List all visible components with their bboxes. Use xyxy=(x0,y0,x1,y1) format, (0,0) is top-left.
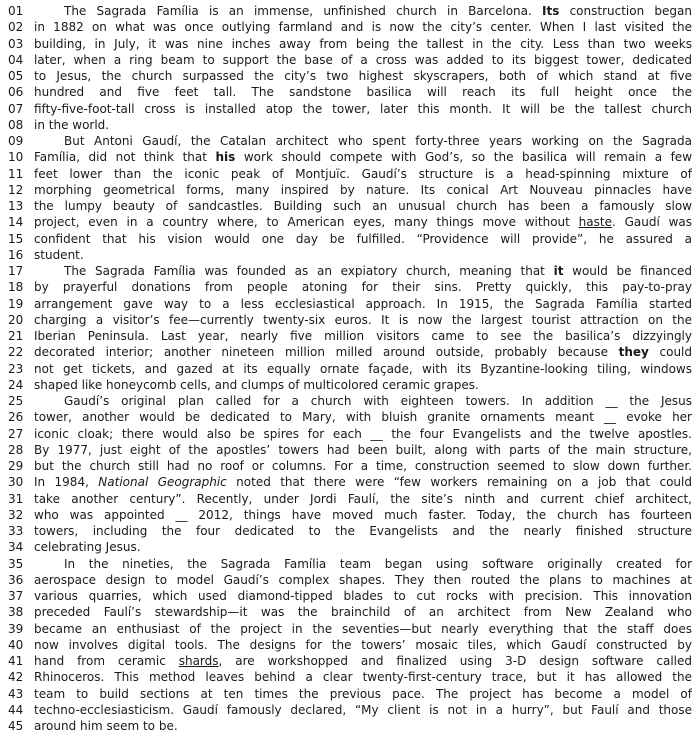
line-text xyxy=(34,231,692,247)
line-text xyxy=(34,556,692,572)
line-number: 13 xyxy=(8,199,24,213)
italic-title: National Geographic xyxy=(98,475,227,490)
line-text xyxy=(34,296,692,312)
line-number: 17 xyxy=(8,264,24,278)
text-segment: hand from ceramic xyxy=(34,654,179,668)
text-segment: take another century”. Recently, under Jordi Faulí, the site’s ninth and current chief architect, xyxy=(34,491,692,506)
line-number: 29 xyxy=(8,459,24,473)
line-text xyxy=(34,393,692,409)
passage-line xyxy=(8,377,692,393)
passage-line xyxy=(8,637,692,653)
text-segment: charging a visitor’s fee—currently twenty-six euros. It is now the largest tourist attraction on the xyxy=(34,312,692,327)
text-segment: Rhinoceros. This method leaves behind a clear twenty-first-century trace, but it has allowed the xyxy=(34,670,692,685)
line-number: 44 xyxy=(8,702,24,717)
passage-line xyxy=(8,474,692,490)
text-segment: Família, did not think that xyxy=(34,150,216,165)
text-segment: around him seem to be. xyxy=(34,719,178,733)
line-text xyxy=(34,101,692,117)
passage-line xyxy=(8,653,692,669)
line-text xyxy=(34,198,692,214)
text-segment: by prayerful donations from people atoning for their sins. Pretty quickly, this pay-to-pray xyxy=(34,280,692,295)
passage-line xyxy=(8,84,692,100)
line-text xyxy=(34,702,692,718)
line-text xyxy=(34,52,692,68)
line-number: 19 xyxy=(8,296,24,311)
passage-line xyxy=(8,182,692,198)
passage-line xyxy=(8,117,692,133)
text-segment: became an enthusiast of the project in the seventies—but nearly everything that the staff does xyxy=(34,621,692,636)
text-segment: noted that there were “few workers remaining on a job that could xyxy=(226,475,692,490)
text-segment: various quarries, which used diamond-tipped blades to cut rocks with precision. This innovation xyxy=(34,589,692,603)
text-segment: arrangement gave way to a less ecclesiastical approach. In 1915, the Sagrada Família started xyxy=(34,296,692,311)
line-number: 09 xyxy=(8,134,24,148)
line-text xyxy=(34,426,692,442)
passage-line xyxy=(8,328,692,344)
line-text xyxy=(34,166,692,182)
line-text xyxy=(34,84,692,100)
text-segment: would be financed xyxy=(563,264,692,278)
passage-line xyxy=(8,604,692,620)
line-text xyxy=(34,507,692,523)
line-text xyxy=(34,686,692,702)
line-number: 37 xyxy=(8,589,24,603)
text-segment: towers, including the four dedicated to the Evangelists and the nearly finished structure xyxy=(34,524,692,538)
line-number: 23 xyxy=(8,361,24,376)
line-number: 03 xyxy=(8,36,24,51)
text-segment: building, in July, it was nine inches away from being the tallest in the city. Less than two weeks xyxy=(34,36,692,51)
line-number: 34 xyxy=(8,540,24,555)
text-segment: aerospace design to model Gaudí’s complex shapes. They then routed the plans to machines at xyxy=(34,572,692,587)
line-text xyxy=(34,442,692,458)
passage-line xyxy=(8,166,692,182)
text-segment: in the world. xyxy=(34,117,110,132)
passage-line xyxy=(8,588,692,604)
passage-line xyxy=(8,52,692,68)
line-number: 11 xyxy=(8,166,24,181)
bold-word: they xyxy=(618,345,649,360)
line-text xyxy=(34,669,692,685)
passage-line xyxy=(8,507,692,523)
line-number: 45 xyxy=(8,719,24,733)
line-number: 26 xyxy=(8,410,24,425)
text-segment: now involves digital tools. The designs for the towers’ mosaic tiles, which Gaudí constructed by xyxy=(34,637,692,652)
line-number: 16 xyxy=(8,247,24,262)
line-text xyxy=(34,718,692,734)
line-number: 40 xyxy=(8,637,24,652)
line-number: 21 xyxy=(8,329,24,343)
passage-line xyxy=(8,214,692,230)
line-text xyxy=(34,182,692,198)
line-text xyxy=(34,653,692,669)
line-number: 36 xyxy=(8,572,24,587)
passage-line xyxy=(8,621,692,637)
line-text xyxy=(34,361,692,377)
passage-line xyxy=(8,702,692,718)
line-number: 32 xyxy=(8,507,24,522)
line-text xyxy=(34,279,692,295)
line-text xyxy=(34,133,692,149)
passage-line xyxy=(8,198,692,214)
line-number: 10 xyxy=(8,150,24,165)
passage-line xyxy=(8,312,692,328)
line-number: 08 xyxy=(8,117,24,132)
text-segment: morphing geometrical forms, many inspired by nature. Its conical Art Nouveau pinnacles have xyxy=(34,182,692,197)
bold-word: it xyxy=(553,264,564,278)
text-segment: In 1984, xyxy=(34,475,99,490)
text-segment: team to build sections at ten times the previous pace. The project has become a model of xyxy=(34,686,692,701)
text-segment: to Jesus, the church surpassed the city’s two highest skyscrapers, both of which stand at five xyxy=(34,69,692,83)
passage-line xyxy=(8,344,692,360)
text-segment: student. xyxy=(34,247,84,262)
line-number: 02 xyxy=(8,20,24,35)
line-number: 35 xyxy=(8,556,24,571)
text-segment: , are workshopped and finalized using 3-D design software called xyxy=(218,654,692,668)
line-number: 27 xyxy=(8,426,24,441)
line-number: 28 xyxy=(8,442,24,457)
passage-line xyxy=(8,523,692,539)
line-text xyxy=(34,3,692,19)
text-segment: iconic cloak; there would also be spires for each __ the four Evangelists and the twelve apostles. xyxy=(34,426,692,441)
text-segment: The Sagrada Família is an immense, unfinished church in Barcelona. xyxy=(64,4,543,18)
line-text xyxy=(34,604,692,620)
passage-line xyxy=(8,36,692,52)
line-text xyxy=(34,572,692,588)
text-segment: construction began xyxy=(559,4,692,18)
text-segment: confident that his vision would one day be fulfilled. “Providence will provide”, he assured a xyxy=(34,231,692,246)
text-segment: later, when a ring beam to support the base of a cross was added to its biggest tower, dedicated xyxy=(34,52,692,67)
line-number: 25 xyxy=(8,394,24,408)
passage-line xyxy=(8,539,692,555)
passage-line xyxy=(8,3,692,19)
line-text xyxy=(34,539,692,555)
line-text xyxy=(34,36,692,52)
passage-line xyxy=(8,296,692,312)
passage-line xyxy=(8,442,692,458)
passage-line xyxy=(8,133,692,149)
line-number: 39 xyxy=(8,621,24,636)
passage-line xyxy=(8,68,692,84)
line-number: 43 xyxy=(8,686,24,701)
line-text xyxy=(34,523,692,539)
underlined-word: shards xyxy=(178,654,219,668)
line-text xyxy=(34,214,692,230)
line-text xyxy=(34,491,692,507)
line-text xyxy=(34,621,692,637)
text-segment: not get tickets, and gazed at its equally ornate façade, with its Byzantine-looking tiling, windows xyxy=(34,361,692,376)
passage-line xyxy=(8,556,692,572)
text-segment: In the nineties, the Sagrada Família team began using software originally created for xyxy=(64,556,692,571)
text-segment: By 1977, just eight of the apostles’ towers had been built, along with parts of the main structure, xyxy=(34,442,692,457)
line-text xyxy=(34,377,692,393)
line-text xyxy=(34,588,692,604)
line-text xyxy=(34,247,692,263)
passage-line xyxy=(8,19,692,35)
text-segment: the lumpy beauty of sandcastles. Building such an unusual church has been a famously slow xyxy=(34,199,692,213)
text-segment: feet lower than the iconic peak of Montjuïc. Gaudí’s structure is a head-spinning mixture of xyxy=(34,166,692,181)
line-number: 38 xyxy=(8,605,24,620)
passage-line xyxy=(8,669,692,685)
line-number: 18 xyxy=(8,280,24,295)
underlined-word: haste xyxy=(578,215,612,230)
line-number: 06 xyxy=(8,85,24,100)
text-segment: The Sagrada Família was founded as an expiatory church, meaning that xyxy=(64,264,554,278)
text-segment: celebrating Jesus. xyxy=(34,540,141,555)
line-number: 05 xyxy=(8,69,24,83)
passage-line xyxy=(8,393,692,409)
line-text xyxy=(34,409,692,425)
line-number: 22 xyxy=(8,345,24,360)
text-segment: but the church still had no roof or columns. For a time, construction seemed to slow down further. xyxy=(34,459,692,473)
passage-line xyxy=(8,409,692,425)
text-segment: hundred and five feet tall. The sandstone basilica will reach its full height once the xyxy=(34,85,692,100)
passage-line xyxy=(8,101,692,117)
line-text xyxy=(34,312,692,328)
passage-line xyxy=(8,263,692,279)
passage-line xyxy=(8,231,692,247)
line-number: 14 xyxy=(8,215,24,230)
text-segment: could xyxy=(648,345,692,360)
line-text xyxy=(34,637,692,653)
passage-line xyxy=(8,491,692,507)
passage-line xyxy=(8,361,692,377)
passage-line xyxy=(8,572,692,588)
text-segment: in 1882 on what was once outlying farmland and is now the city’s center. When I last visited the xyxy=(34,20,692,35)
line-text xyxy=(34,474,692,490)
passage-line xyxy=(8,718,692,734)
line-text xyxy=(34,344,692,360)
text-segment: preceded Faulí’s stewardship—it was the brainchild of an architect from New Zealand who xyxy=(34,605,692,620)
text-segment: work should compete with God’s, so the basilica will remain a few xyxy=(235,150,692,165)
line-number: 15 xyxy=(8,231,24,246)
line-number: 41 xyxy=(8,654,24,668)
line-text xyxy=(34,149,692,165)
line-number: 33 xyxy=(8,524,24,538)
line-text xyxy=(34,19,692,35)
passage-line xyxy=(8,686,692,702)
line-number: 07 xyxy=(8,101,24,116)
line-number: 24 xyxy=(8,377,24,392)
line-number: 31 xyxy=(8,491,24,506)
passage-line xyxy=(8,458,692,474)
line-number: 30 xyxy=(8,475,24,490)
line-text xyxy=(34,458,692,474)
line-number: 01 xyxy=(8,4,24,18)
passage-line xyxy=(8,247,692,263)
passage-line xyxy=(8,279,692,295)
text-segment: techno-ecclesiasticism. Gaudí famously declared, “My client is not in a hurry”, but Faulí and those xyxy=(34,702,692,717)
line-text xyxy=(34,68,692,84)
text-segment: Gaudí’s original plan called for a church with eighteen towers. In addition __ the Jesus xyxy=(64,394,692,408)
text-segment: fifty-five-foot-tall cross is installed atop the tower, later this month. It will be the tallest church xyxy=(34,101,692,116)
text-segment: tower, another would be dedicated to Mary, with bluish granite ornaments meant __ evoke her xyxy=(34,410,692,425)
line-text xyxy=(34,328,692,344)
bold-word: his xyxy=(215,150,236,165)
line-text xyxy=(34,117,692,133)
text-segment: project, even in a country where, to American eyes, many things move without xyxy=(34,215,579,230)
text-segment: decorated interior; another nineteen million milled around outside, probably because xyxy=(34,345,619,360)
passage-body xyxy=(8,3,692,734)
text-segment: Iberian Peninsula. Last year, nearly five million visitors came to see the basilica’s dizzyingly xyxy=(34,329,692,343)
line-text xyxy=(34,263,692,279)
line-number: 20 xyxy=(8,312,24,327)
line-number: 04 xyxy=(8,52,24,67)
text-segment: But Antoni Gaudí, the Catalan architect who spent forty-three years working on the Sagrada xyxy=(64,134,692,148)
line-number: 42 xyxy=(8,670,24,685)
text-segment: . Gaudí was xyxy=(611,215,692,230)
text-segment: who was appointed __ 2012, things have moved much faster. Today, the church has fourteen xyxy=(34,507,692,522)
bold-word: Its xyxy=(542,4,560,18)
passage-line xyxy=(8,426,692,442)
text-segment: shaped like honeycomb cells, and clumps of multicolored ceramic grapes. xyxy=(34,377,479,392)
line-number: 12 xyxy=(8,182,24,197)
passage-line xyxy=(8,149,692,165)
